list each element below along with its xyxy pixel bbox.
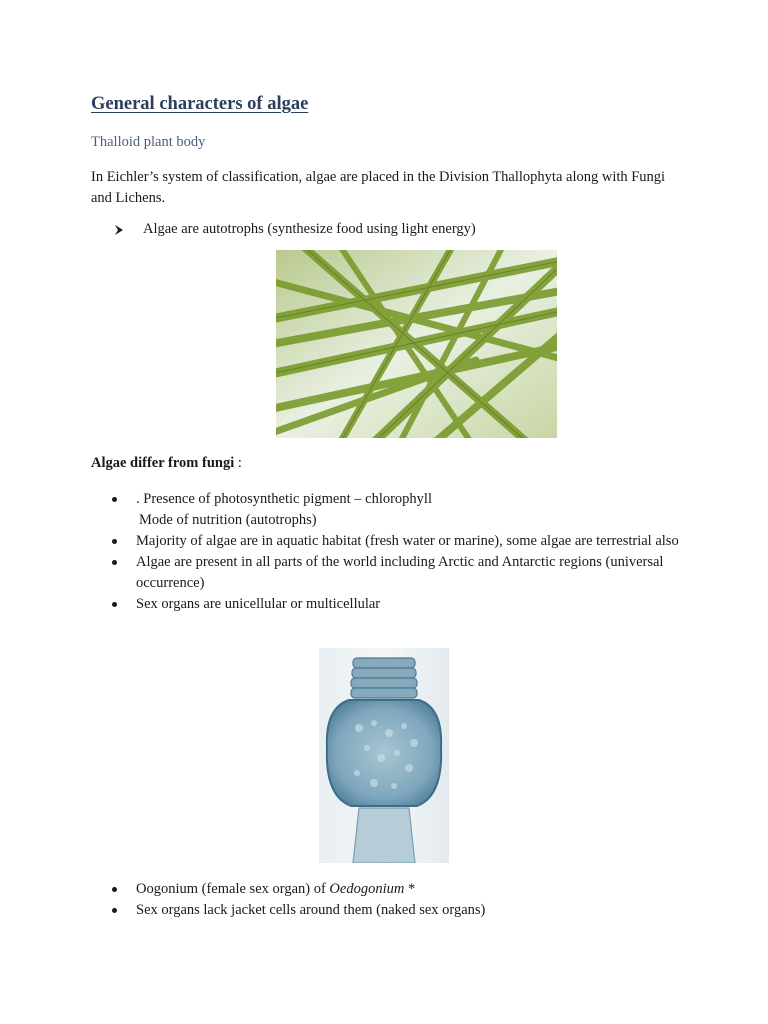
bullet-icon bbox=[112, 908, 117, 913]
subtitle: Thalloid plant body bbox=[91, 134, 206, 150]
autotroph-item bbox=[115, 221, 476, 238]
bullet-icon bbox=[112, 497, 117, 502]
list-item: . Presence of photosynthetic pigment – chlorophyll Mode of nutrition (autotrophs) bbox=[112, 489, 687, 531]
genus-name: Oedogonium bbox=[329, 881, 405, 897]
differ-heading: Algae differ from fungi : bbox=[91, 455, 242, 471]
list-item: Algae are present in all parts of the world including Arctic and Antarctic regions (universal occurrence) bbox=[112, 552, 687, 594]
bullet-icon bbox=[112, 887, 117, 892]
algae-filaments-image bbox=[276, 250, 557, 438]
bullet-icon bbox=[112, 539, 117, 544]
list-item: Majority of algae are in aquatic habitat (fresh water or marine), some algae are terrestrial also bbox=[112, 531, 687, 552]
differ-list bbox=[112, 489, 687, 615]
bullet-icon bbox=[112, 602, 117, 607]
autotroph-text: Algae are autotrophs (synthesize food using light energy) bbox=[143, 221, 476, 237]
page-title: General characters of algae bbox=[91, 94, 309, 114]
oogonium-image bbox=[319, 648, 449, 863]
arrow-bullet-icon bbox=[115, 225, 123, 235]
intro-paragraph: In Eichler’s system of classification, algae are placed in the Division Thallophyta along with Fungi and Lichens. bbox=[91, 169, 666, 206]
list-item: Oogonium (female sex organ) of Oedogonium * bbox=[112, 879, 687, 900]
list-item: Sex organs lack jacket cells around them (naked sex organs) bbox=[112, 900, 687, 921]
final-list bbox=[112, 879, 687, 921]
list-item: Sex organs are unicellular or multicellular bbox=[112, 594, 687, 615]
bullet-icon bbox=[112, 560, 117, 565]
